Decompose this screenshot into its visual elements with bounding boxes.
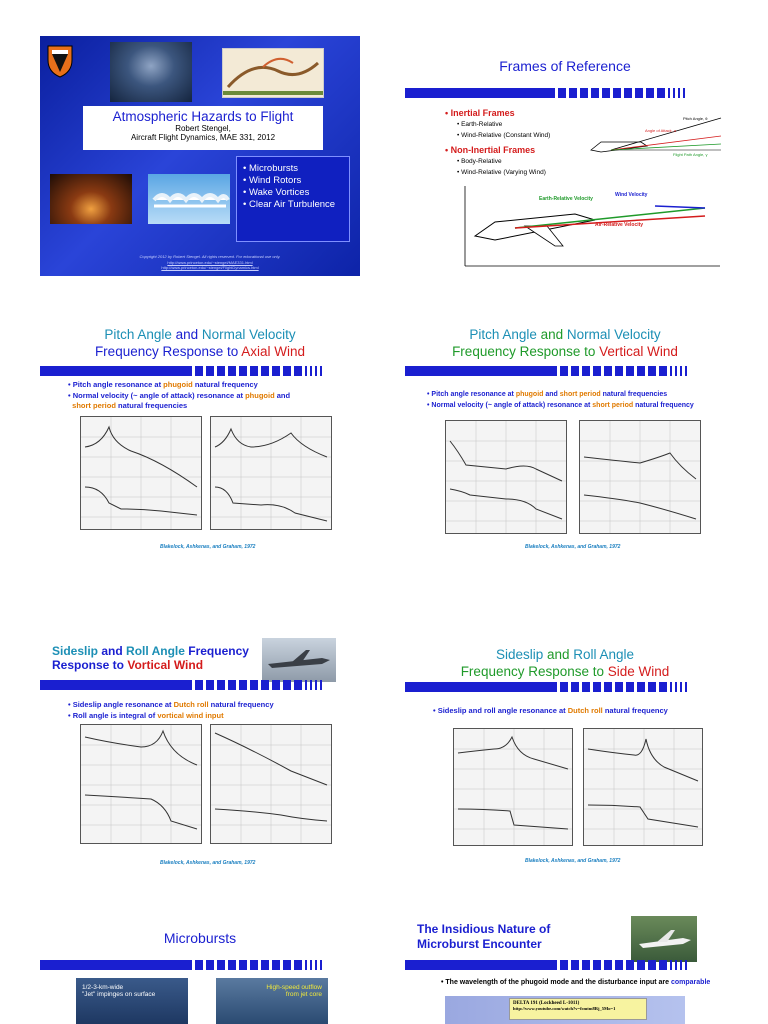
storm-photo — [110, 42, 192, 102]
course-link[interactable]: http://www.princeton.edu/~stengel/MAE331.html — [167, 260, 253, 265]
bode-plot — [583, 728, 703, 846]
citation: Blakelock, Ashkenas, and Graham, 1972 — [525, 858, 621, 864]
flight-dynamics-link[interactable]: http://www.princeton.edu/~stengel/FlightDynamics.html — [161, 265, 259, 270]
title-bar — [405, 960, 687, 970]
bode-plot — [445, 420, 567, 534]
non-inertial-item: • Wind-Relative (Varying Wind) — [457, 169, 546, 176]
pitch-angle-label: Pitch Angle, θ — [683, 116, 708, 121]
bullet-item: • Wake Vortices — [243, 187, 310, 198]
slide-title-text: Sideslip and Roll Angle Frequency Response to Vortical Wind — [52, 644, 249, 672]
air-velocity-label: Air-Relative Velocity — [595, 222, 644, 228]
aircraft-photo — [631, 916, 697, 962]
slide-frames-of-reference — [405, 36, 725, 276]
slide-title-text: The Insidious Nature of Microburst Encounter — [417, 922, 551, 951]
title-bar — [40, 366, 322, 376]
bullet: • Pitch angle resonance at phugoid and short period natural frequencies — [427, 391, 668, 398]
copyright-note: Copyright 2012 by Robert Stengel. All rights reserved. For educational use only. — [139, 254, 281, 259]
title-bar — [405, 88, 685, 98]
bullet: • Sideslip and roll angle resonance at Dutch roll natural frequency — [433, 706, 668, 715]
bullet: • Roll angle is integral of vortical wind input — [68, 711, 224, 720]
title-bar — [40, 960, 322, 970]
non-inertial-frames-heading: • Non-Inertial Frames — [445, 145, 536, 155]
slide-microbursts — [40, 912, 360, 1024]
jet-photo — [262, 638, 336, 682]
non-inertial-item: • Body-Relative — [457, 158, 502, 165]
velocity-diagram — [455, 176, 725, 272]
slide-title-text: Pitch Angle and Normal Velocity Frequency Response to Vertical Wind — [452, 327, 678, 359]
bullet: • The wavelength of the phugoid mode and the disturbance input are comparable — [441, 979, 711, 986]
inertial-item: • Earth-Relative — [457, 121, 503, 128]
fpa-label: Flight Path Angle, γ — [673, 152, 708, 157]
slide-title-text: Sideslip and Roll Angle Frequency Response to Side Wind — [460, 647, 670, 679]
bode-plot — [210, 416, 332, 530]
bode-plot — [579, 420, 701, 534]
title-box — [83, 106, 323, 150]
bullet-item: • Wind Rotors — [243, 175, 302, 186]
course: Aircraft Flight Dynamics, MAE 331, 2012 — [130, 133, 276, 142]
title-bar — [40, 680, 322, 690]
slide-vortical-wind — [40, 632, 360, 872]
bullet: • Normal velocity (~ angle of attack) resonance at short period natural frequency — [427, 402, 694, 409]
bode-plot — [453, 728, 573, 846]
citation: Blakelock, Ashkenas, and Graham, 1972 — [160, 860, 256, 866]
outflow-photo: High-speed outflow from jet core — [216, 978, 328, 1024]
bullet: • Normal velocity (~ angle of attack) resonance at phugoid and short period natural frequencies — [68, 391, 291, 410]
earth-velocity-label: Earth-Relative Velocity — [539, 196, 593, 202]
author: Robert Stengel, — [175, 124, 231, 133]
title-bar — [405, 366, 687, 376]
citation: Blakelock, Ashkenas, and Graham, 1972 — [525, 544, 621, 550]
title-bar — [405, 682, 687, 692]
citation: Blakelock, Ashkenas, and Graham, 1972 — [160, 544, 256, 550]
slide-insidious-microburst — [405, 912, 725, 1024]
bullet-item: • Microbursts — [243, 163, 299, 174]
slide-axial-wind — [40, 318, 360, 558]
bullet: • Sideslip angle resonance at Dutch roll natural frequency — [68, 700, 274, 709]
slide-title-text: Frames of Reference — [499, 58, 631, 74]
bode-plot — [210, 724, 332, 844]
princeton-shield-logo — [46, 44, 74, 78]
rotor-clouds-photo — [148, 174, 230, 224]
slide-title — [40, 36, 360, 276]
bullet: • Pitch angle resonance at phugoid natural frequency — [68, 380, 258, 389]
bode-plot — [80, 724, 202, 844]
inertial-frames-heading: • Inertial Frames — [445, 108, 515, 118]
microburst-photo: 1/2-3-km-wide "Jet" impinges on surface — [76, 978, 188, 1024]
slide-title-text: Pitch Angle and Normal Velocity Frequency Response to Axial Wind — [94, 327, 306, 359]
slide-vertical-wind — [405, 318, 725, 558]
slide-side-wind — [405, 632, 725, 872]
slide-title-text: Atmospheric Hazards to Flight — [112, 109, 294, 124]
aoa-label: Angle of Attack, α — [645, 128, 677, 133]
bullet-box — [236, 156, 350, 242]
delta-info-box: DELTA 191 (Lockheed L-1011) http://www.youtube.com/watch?v=fcmtm8Rj_5Mo=1 — [509, 998, 647, 1020]
inertial-item: • Wind-Relative (Constant Wind) — [457, 132, 551, 139]
sunset-photo — [50, 174, 132, 224]
bullet-item: • Clear Air Turbulence — [243, 199, 336, 210]
wind-velocity-label: Wind Velocity — [615, 192, 648, 198]
slide-title-text: Microbursts — [163, 930, 237, 946]
wind-diagram-image — [222, 48, 324, 98]
bode-plot — [80, 416, 202, 530]
